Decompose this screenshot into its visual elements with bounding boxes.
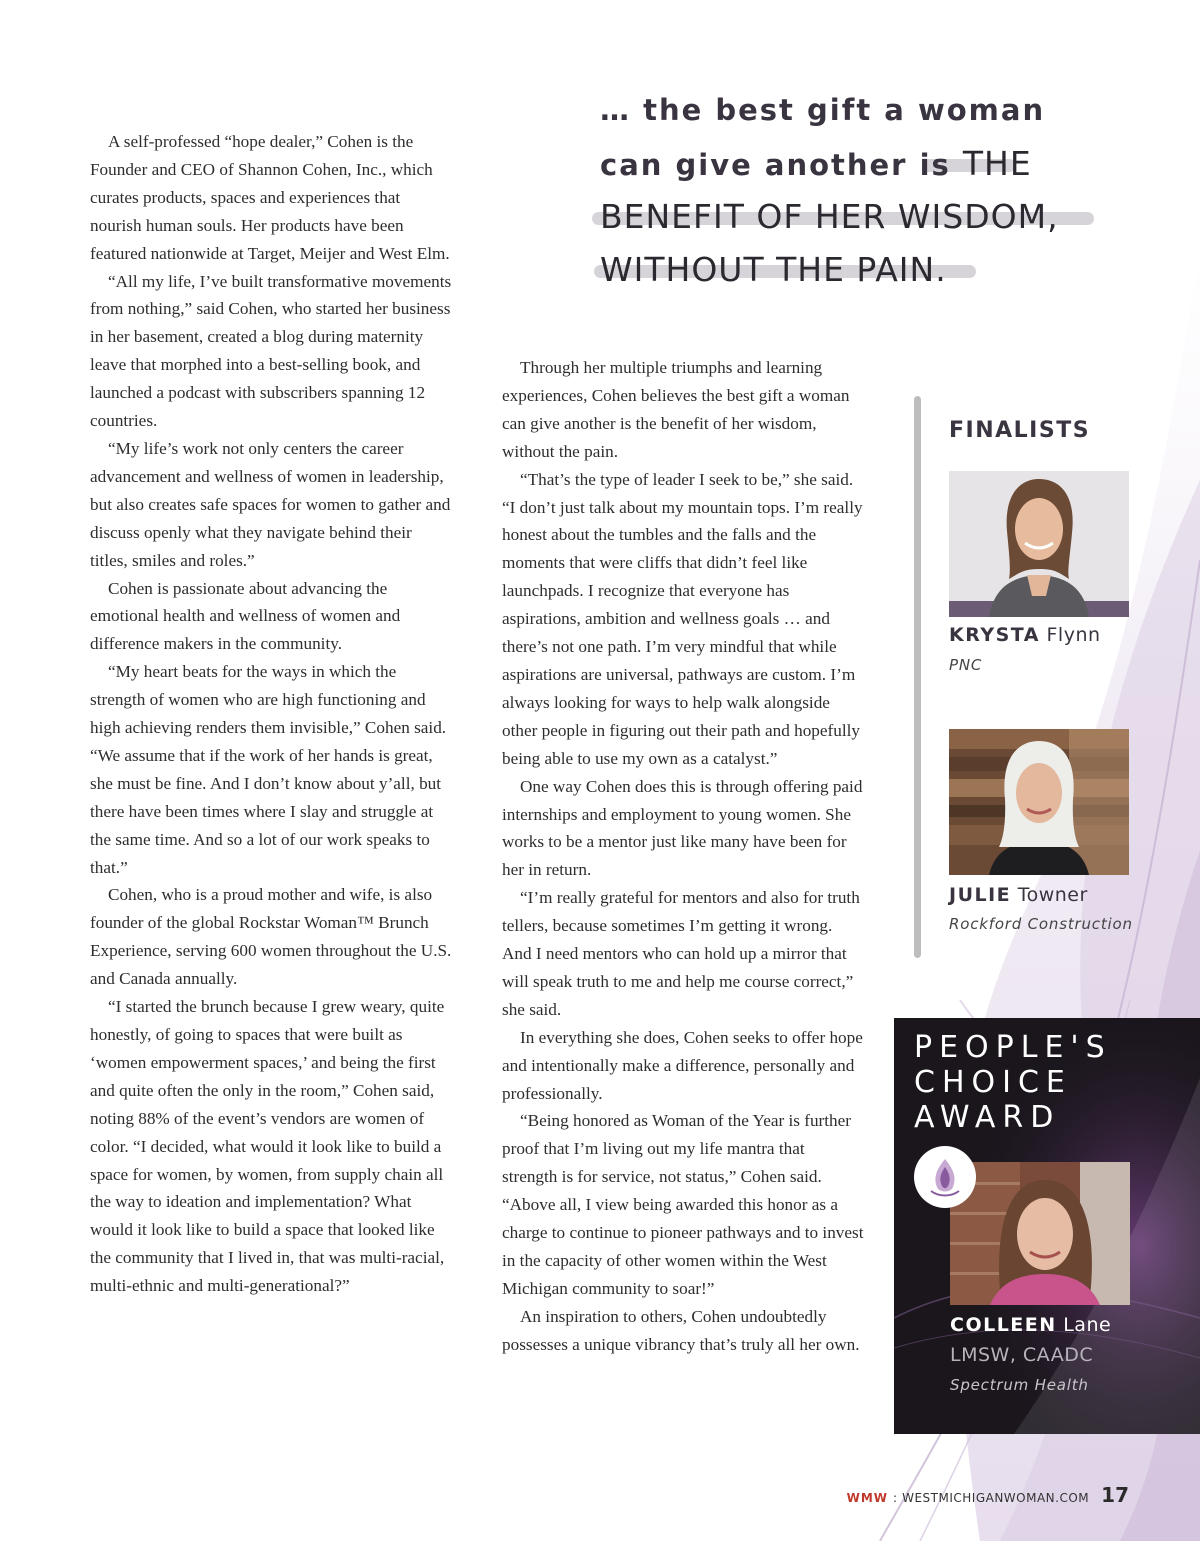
award-winner-organization: Spectrum Health — [950, 1376, 1089, 1394]
award-winner-first-name: COLLEEN — [950, 1314, 1057, 1336]
paragraph: One way Cohen does this is through offering paid internships and employment to young women. She works to be a mentor just like many have been for her in return. — [502, 776, 863, 880]
page-number: 17 — [1101, 1483, 1129, 1507]
finalist-last-name: Flynn — [1046, 624, 1101, 646]
footer-website: WESTMICHIGANWOMAN.COM — [902, 1491, 1090, 1505]
award-title-line: CHOICE — [914, 1065, 1072, 1100]
finalist-last-name: Towner — [1017, 884, 1088, 906]
pull-quote-text-4: WITHOUT THE PAIN. — [600, 250, 947, 289]
finalist-name — [949, 624, 1101, 646]
paragraph: “I started the brunch because I grew weary, quite honestly, of going to spaces that were built as ‘women empowerment spaces,’ and being the first and quite often the only in the room,” Cohen said, noting 88% of the event’s vendors are women of color. “I decided, what would it look like to build a space for women, by women, from supply chain all the way to ideation and implementation? What would it look like to build a space that looked like the community that I lived in, that was multi-racial, multi-ethnic and multi-generational?” — [90, 997, 445, 1296]
krysta-flynn-photo — [949, 471, 1129, 617]
finalist-organization: PNC — [949, 656, 983, 674]
pull-quote-line-3 — [600, 190, 1120, 243]
article-column-1 — [90, 128, 452, 1300]
award-title-line: AWARD — [914, 1100, 1061, 1135]
finalists-heading: FINALISTS — [949, 418, 1091, 443]
finalist-first-name: KRYSTA — [949, 624, 1040, 646]
finalist-first-name: JULIE — [949, 884, 1012, 906]
paragraph: “All my life, I’ve built transformative movements from nothing,” said Cohen, who started her business in her basement, created a blog during maternity leave that morphed into a best-selling book, and launched a podcast with subscribers spanning 12 countries. — [90, 271, 452, 431]
finalist-name — [949, 884, 1088, 906]
colleen-lane-photo — [950, 1162, 1130, 1305]
pull-quote — [600, 84, 1120, 296]
pull-quote-line-1 — [600, 84, 1120, 137]
finalist-organization: Rockford Construction — [949, 915, 1133, 933]
award-title-line: PEOPLE'S — [914, 1030, 1112, 1065]
peoples-choice-award-panel — [894, 1018, 1200, 1434]
pull-quote-line-4 — [600, 243, 1120, 296]
page-footer — [847, 1483, 1129, 1507]
award-title — [914, 1030, 1112, 1135]
pull-quote-text-3: BENEFIT OF HER WISDOM, — [600, 197, 1059, 236]
paragraph: An inspiration to others, Cohen undoubtedly possesses a unique vibrancy that’s truly all her own. — [502, 1306, 860, 1354]
award-winner-name — [950, 1314, 1111, 1336]
paragraph: “That’s the type of leader I seek to be,” she said. “I don’t just talk about my mountain tops. I’m really honest about the tumbles and the falls and the moments that were cliffs that didn’t feel like launchpads. I recognize that everyone has aspirations, ambition and wellness goals … and there’s not one path. I’m very mindful that while aspirations are universal, pathways are custom. I’m always looking for ways to help walk alongside other people in figuring out their path and hopefully being able to use my own as a catalyst.” — [502, 469, 863, 768]
pull-quote-text-2: can give another is — [600, 148, 963, 182]
pull-quote-text-1: … the best gift a woman — [600, 93, 1046, 127]
paragraph: “I’m really grateful for mentors and also for truth tellers, because sometimes I’m getting it wrong. And I need mentors who can hold up a mirror that will speak truth to me and help me course correct,” she said. — [502, 888, 860, 1019]
pull-quote-text-2-light: THE — [962, 144, 1032, 183]
julie-towner-photo — [949, 729, 1129, 875]
award-flame-logo-icon — [914, 1146, 976, 1208]
paragraph: “My life’s work not only centers the career advancement and wellness of women in leadership, but also creates safe spaces for women to gather and discuss openly what they navigate behind their titles, smiles and roles.” — [90, 438, 451, 570]
paragraph: In everything she does, Cohen seeks to offer hope and intentionally make a difference, personally and professionally. — [502, 1027, 863, 1103]
paragraph: Cohen is passionate about advancing the emotional health and wellness of women and difference makers in the community. — [90, 578, 401, 654]
article-column-2 — [502, 354, 864, 1359]
paragraph: Through her multiple triumphs and learning experiences, Cohen believes the best gift a woman can give another is the benefit of her wisdom, without the pain. — [502, 358, 850, 461]
pull-quote-line-2 — [600, 137, 1120, 190]
paragraph: Cohen, who is a proud mother and wife, is also founder of the global Rockstar Woman™ Brunch Experience, serving 600 women throughout the U.S. and Canada annually. — [90, 885, 452, 989]
footer-brand: WMW — [846, 1491, 889, 1505]
paragraph: “My heart beats for the ways in which the strength of women who are high functioning and high achieving renders them invisible,” Cohen said. “We assume that if the work of her hands is great, she must be fine. And I don’t know about y’all, but there have been times where I slay and struggle at the same time. And so a lot of our work speaks to that.” — [90, 662, 447, 877]
award-winner-last-name: Lane — [1063, 1314, 1112, 1336]
paragraph: “Being honored as Woman of the Year is further proof that I’m living out my life mantra that strength is for service, not status,” Cohen said. “Above all, I view being awarded this honor as a charge to continue to pioneer pathways and to invest in the capacity of other women within the West Michigan community to soar!” — [502, 1111, 864, 1298]
footer-separator: : — [893, 1491, 898, 1505]
paragraph: A self-professed “hope dealer,” Cohen is the Founder and CEO of Shannon Cohen, Inc., which curates products, spaces and experiences that nourish human souls. Her products have been featured nationwide at Target, Meijer and West Elm. — [90, 132, 450, 263]
award-winner-credentials: LMSW, CAADC — [950, 1344, 1094, 1366]
sidebar-divider — [914, 396, 921, 958]
